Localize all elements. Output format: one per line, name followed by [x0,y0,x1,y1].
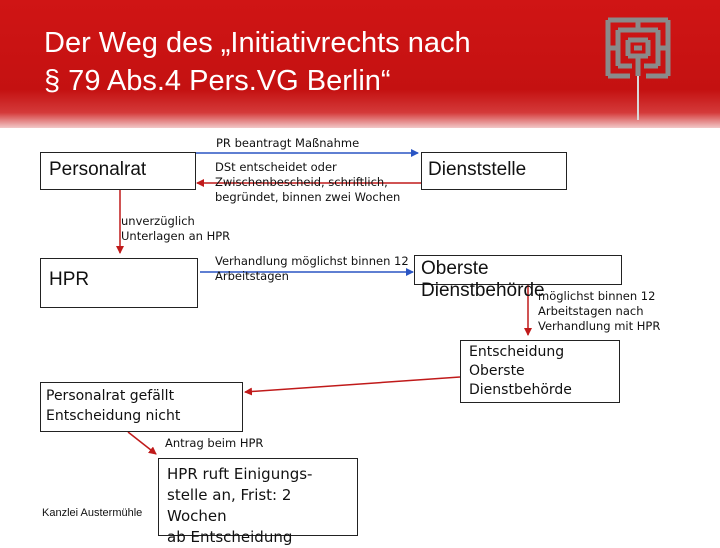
label-moeglichst-line-2: Arbeitstagen nach [538,304,644,318]
arrow-entscheidung-to-pr [245,377,460,392]
label-antrag-text: Antrag beim HPR [165,436,264,450]
label-dst-line-2: Zwischenbescheid, schriftlich, [215,175,388,189]
node-entscheidung-line-3: Dienstbehörde [469,382,572,398]
node-dienststelle-label: Dienststelle [428,159,527,180]
slide-title-line-2: § 79 Abs.4 Pers.VG Berlin“ [44,65,391,97]
label-unverzueglich [121,214,230,244]
node-oberste-label: Oberste Dienstbehörde [421,258,545,301]
node-gefaellt-line-2: Entscheidung nicht [46,408,181,424]
label-moeglichst-line-3: Verhandlung mit HPR [538,319,661,333]
node-entscheidung [460,340,620,403]
label-moeglichst [538,289,660,334]
node-personalrat [40,152,196,190]
label-unverzueglich-line-1: unverzüglich [121,214,195,228]
node-entscheidung-line-2: Oberste [469,363,525,379]
node-personalrat-label: Personalrat [49,159,147,180]
node-personalrat-gefaellt [40,382,243,432]
label-moeglichst-line-1: möglichst binnen 12 [538,289,656,303]
label-verhandlung-line-1: Verhandlung möglichst binnen 12 [215,254,409,268]
node-einigung-line-3: ab Entscheidung [167,528,293,546]
arrow-pr-to-einigung [128,432,156,454]
label-dst-line-3: begründet, binnen zwei Wochen [215,190,401,204]
node-gefaellt-line-1: Personalrat gefällt [46,388,175,404]
label-antrag [165,436,263,451]
node-einigungsstelle [158,458,358,546]
label-dst-entscheidet [215,160,400,205]
node-hpr [40,258,198,308]
node-hpr-label: HPR [49,269,90,290]
footer-kanzlei-text: Kanzlei Austermühle [42,507,143,519]
node-einigung-line-2: stelle an, Frist: 2 Wochen [167,486,292,525]
label-unverzueglich-line-2: Unterlagen an HPR [121,229,231,243]
label-dst-line-1: DSt entscheidet oder [215,160,337,174]
label-verhandlung [215,254,409,284]
node-dienststelle [421,152,567,190]
node-einigung-line-1: HPR ruft Einigungs- [167,465,313,483]
slide-title-line-1: Der Weg des „Initiativrechts nach [44,27,471,59]
node-entscheidung-line-1: Entscheidung [469,344,565,360]
label-pr-beantragt [216,136,359,151]
footer-kanzlei [42,506,142,521]
label-pr-beantragt-text: PR beantragt Maßnahme [216,136,360,150]
label-verhandlung-line-2: Arbeitstagen [215,269,289,283]
